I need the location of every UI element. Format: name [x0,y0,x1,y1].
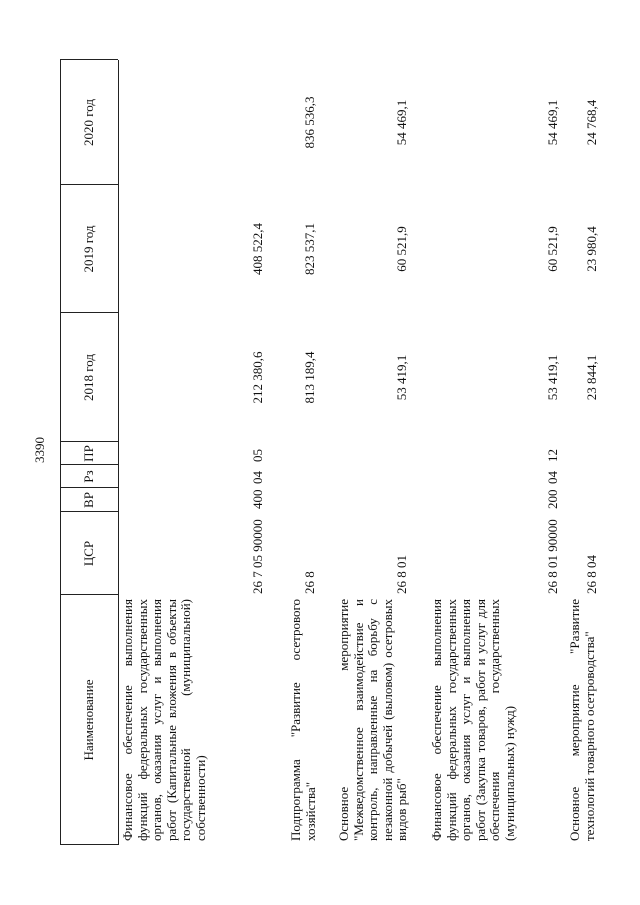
header-rz: Рз [80,470,96,483]
row-2019: 23 980,4 [584,226,599,272]
row-2018: 212 380,6 [250,351,265,404]
row-rz: 04 [545,471,560,484]
row-name: Финансовое обеспечение выполнения функций федеральных государственных органов, оказания услуг и выполнения работ (Закупка товаров, работ и услуг для обеспечения государственных (муниципальных) нужд) [429,599,517,841]
row-pr: 12 [545,449,560,462]
row-2020: 54 469,1 [545,99,560,146]
row-csr: 26 8 04 [584,555,599,594]
row-name: Основное мероприятие "Межведомственное взаимодействие и контроль, направленные на борьбу с незаконной добычей (выловом) осетровых видов рыб" [336,599,409,841]
budget-table [60,60,600,845]
row-pr: 05 [250,449,265,462]
row-csr: 26 8 [302,571,317,594]
row-csr: 26 8 01 [394,555,409,594]
row-csr: 26 7 05 90000 [250,519,265,594]
row-2019: 60 521,9 [545,226,560,272]
row-csr: 26 8 01 90000 [545,519,560,594]
header-name: Наименование [80,679,96,761]
row-2020: 836 536,3 [302,96,317,149]
row-2018: 23 844,1 [584,354,599,401]
row-name: Финансовое обеспечение выполнения функций федеральных государственных органов, оказания услуг и выполнения работ (Капитальные вложения в объекты государственной (муниципальной) собственности) [120,599,208,841]
row-name: Подпрограмма "Развитие осетрового хозяйства" [288,599,318,841]
row-2018: 813 189,4 [302,351,317,404]
header-pr: ПР [80,445,96,462]
header-bottom-border [118,60,119,845]
row-vr: 200 [545,489,560,509]
row-2019: 408 522,4 [250,223,265,275]
header-2018: 2018 год [80,354,96,401]
row-2019: 823 537,1 [302,223,317,275]
row-2020: 24 768,4 [584,99,599,146]
row-rz: 04 [250,471,265,484]
row-2018: 53 419,1 [394,354,409,401]
page-number: 3390 [32,437,47,463]
row-2018: 53 419,1 [545,354,560,401]
header-csr: ЦСР [80,540,96,567]
row-2019: 60 521,9 [394,226,409,272]
row-2020: 54 469,1 [394,99,409,146]
header-vr: ВР [80,492,96,508]
header-2019: 2019 год [80,225,96,273]
row-vr: 400 [250,489,265,509]
header-2020: 2020 год [80,99,96,146]
row-name: Основное мероприятие "Развитие технологий товарного осетроводства" [567,599,597,841]
